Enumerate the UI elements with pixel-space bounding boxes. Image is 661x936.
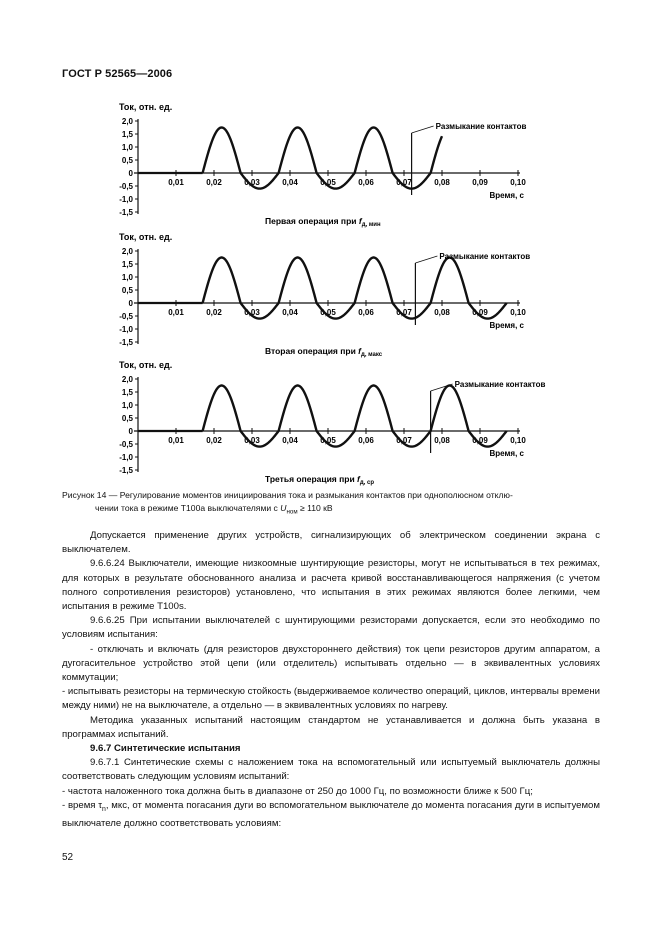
x-tick-label: 0,04 [282, 436, 298, 445]
operation-caption: Третья операция при $f_{д, ср}$ [265, 474, 375, 486]
y-tick-label: 0,5 [121, 156, 133, 165]
x-tick-label: 0,10 [510, 178, 526, 187]
x-tick-label: 0,09 [472, 178, 488, 187]
paragraph: - частота наложенного тока должна быть в диапазоне от 250 до 1000 Гц, по возможности ближе к 500 Гц; [62, 785, 533, 797]
x-tick-label: 0,08 [434, 436, 450, 445]
x-tick-label: 0,05 [320, 436, 336, 445]
chart-2 [0, 230, 661, 360]
x-tick-label: 0,07 [396, 436, 412, 445]
paragraph-subscript: n [102, 805, 106, 813]
y-tick-label: -1,5 [119, 208, 133, 217]
operation-caption: Вторая операция при $f_{д, макс}$ [265, 346, 383, 358]
caption-text-b: ≥ 110 кВ [297, 502, 333, 513]
y-tick-label: 0 [128, 299, 133, 308]
y-tick-label: -0,5 [119, 312, 133, 321]
figure-caption-line1: Рисунок 14 — Регулирование моментов инициирования тока и размыкания контактов при однополюсном отклю- [62, 490, 513, 500]
y-tick-label: 1,0 [121, 273, 133, 282]
paragraph: - отключать и включать (для резисторов двухстороннего действия) ток цепи резисторов другим аппаратом, а дугогасительное устройство этой цепи (или отделитель) испытывать отдельно — в эквивалентных условиях коммутации; [62, 643, 600, 684]
caption-symbol: U [280, 502, 287, 513]
x-tick-label: 0,04 [282, 178, 298, 187]
annotation-leader [431, 384, 453, 391]
x-tick-label: 0,07 [396, 308, 412, 317]
y-tick-label: 1,5 [121, 260, 133, 269]
chart-1 [0, 100, 661, 230]
annotation-leader [412, 126, 434, 133]
paragraph: Допускается применение других устройств, сигнализирующих об электрическом соединении экрана с выключателем. [62, 530, 600, 556]
paragraph-part: - время τ [62, 799, 103, 811]
y-tick-label: 2,0 [121, 247, 133, 256]
x-tick-label: 0,03 [244, 308, 260, 317]
x-tick-label: 0,05 [320, 308, 336, 317]
paragraph: - испытывать резисторы на термическую стойкость (выдерживаемое количество операций, циклов, интервалы времени между ними) не на выключателе, а отдельно — в эквивалентных условиях по нагреву. [62, 686, 600, 712]
x-tick-label: 0,08 [434, 308, 450, 317]
paragraph-part: , мкс, от момента погасания дуги во вспомогательном выключателе до момента погасания дуги в испытуемом выключателе должно соответствовать условиям: [62, 799, 600, 829]
y-tick-label: 0 [128, 427, 133, 436]
x-tick-label: 0,06 [358, 436, 374, 445]
y-tick-label: -1,0 [119, 453, 133, 462]
paragraph: 9.6.6.24 Выключатели, имеющие низкоомные шунтирующие резисторы, могут не испытываться в тех режимах, для которых в результате обоснованного анализа и расчета кривой восстанавливающегося напряжения (с учетом полного сопротивления резисторов) установлено, что испытания в этих режимах являются более легкими, чем испытания в режиме Т100s. [62, 558, 600, 613]
section-heading: 9.6.7 Синтетические испытания [90, 743, 241, 755]
x-axis-label: Время, с [489, 321, 524, 330]
x-axis-label: Время, с [489, 449, 524, 458]
annotation-leader [415, 256, 437, 263]
page-number: 52 [62, 852, 74, 863]
contact-separation-label: Размыкание контактов [454, 380, 546, 389]
x-tick-label: 0,01 [168, 436, 184, 445]
x-tick-label: 0,10 [510, 308, 526, 317]
x-tick-label: 0,06 [358, 178, 374, 187]
x-tick-label: 0,01 [168, 178, 184, 187]
y-axis-label: Ток, отн. ед. [119, 102, 173, 112]
y-tick-label: 1,0 [121, 143, 133, 152]
x-tick-label: 0,02 [206, 436, 222, 445]
y-tick-label: 0 [128, 169, 133, 178]
operation-caption: Первая операция при $f_{д, мин}$ [265, 216, 381, 228]
caption-subscript: ном [286, 508, 298, 516]
y-tick-label: 1,5 [121, 388, 133, 397]
document-header: ГОСТ Р 52565—2006 [62, 68, 173, 80]
y-tick-label: 0,5 [121, 286, 133, 295]
y-tick-label: -1,5 [119, 466, 133, 475]
y-axis-label: Ток, отн. ед. [119, 232, 173, 242]
x-tick-label: 0,08 [434, 178, 450, 187]
paragraph: 9.6.6.25 При испытании выключателей с шунтирующими резисторами допускается, если это необходимо по условиям испытания: [62, 615, 600, 641]
y-tick-label: 1,5 [121, 130, 133, 139]
paragraph: 9.6.7.1 Синтетические схемы с наложением тока на вспомогательный или испытуемый выключатель должны соответствовать следующим условиям испытаний: [62, 757, 600, 783]
figure-caption [62, 489, 602, 519]
paragraph: Методика указанных испытаний настоящим стандартом не устанавливается и должна быть указана в программах испытаний. [62, 714, 600, 740]
x-tick-label: 0,04 [282, 308, 298, 317]
x-tick-label: 0,03 [244, 178, 260, 187]
x-tick-label: 0,02 [206, 178, 222, 187]
figure-caption-line2 [62, 502, 602, 519]
y-tick-label: -0,5 [119, 440, 133, 449]
paragraph [62, 799, 600, 831]
caption-text-a: чении тока в режиме Т100а выключателями с [95, 502, 281, 513]
y-tick-label: -1,5 [119, 338, 133, 347]
y-tick-label: 0,5 [121, 414, 133, 423]
x-tick-label: 0,09 [472, 436, 488, 445]
y-tick-label: 2,0 [121, 117, 133, 126]
x-tick-label: 0,01 [168, 308, 184, 317]
x-tick-label: 0,09 [472, 308, 488, 317]
x-tick-label: 0,05 [320, 178, 336, 187]
y-tick-label: -1,0 [119, 325, 133, 334]
x-tick-label: 0,06 [358, 308, 374, 317]
body-text [62, 529, 600, 831]
y-tick-label: 1,0 [121, 401, 133, 410]
x-tick-label: 0,03 [244, 436, 260, 445]
y-tick-label: 2,0 [121, 375, 133, 384]
y-tick-label: -0,5 [119, 182, 133, 191]
contact-separation-label: Размыкание контактов [439, 252, 531, 261]
x-tick-label: 0,07 [396, 178, 412, 187]
chart-3 [0, 358, 661, 488]
x-axis-label: Время, с [489, 191, 524, 200]
x-tick-label: 0,02 [206, 308, 222, 317]
y-axis-label: Ток, отн. ед. [119, 360, 173, 370]
y-tick-label: -1,0 [119, 195, 133, 204]
x-tick-label: 0,10 [510, 436, 526, 445]
contact-separation-label: Размыкание контактов [435, 122, 527, 131]
